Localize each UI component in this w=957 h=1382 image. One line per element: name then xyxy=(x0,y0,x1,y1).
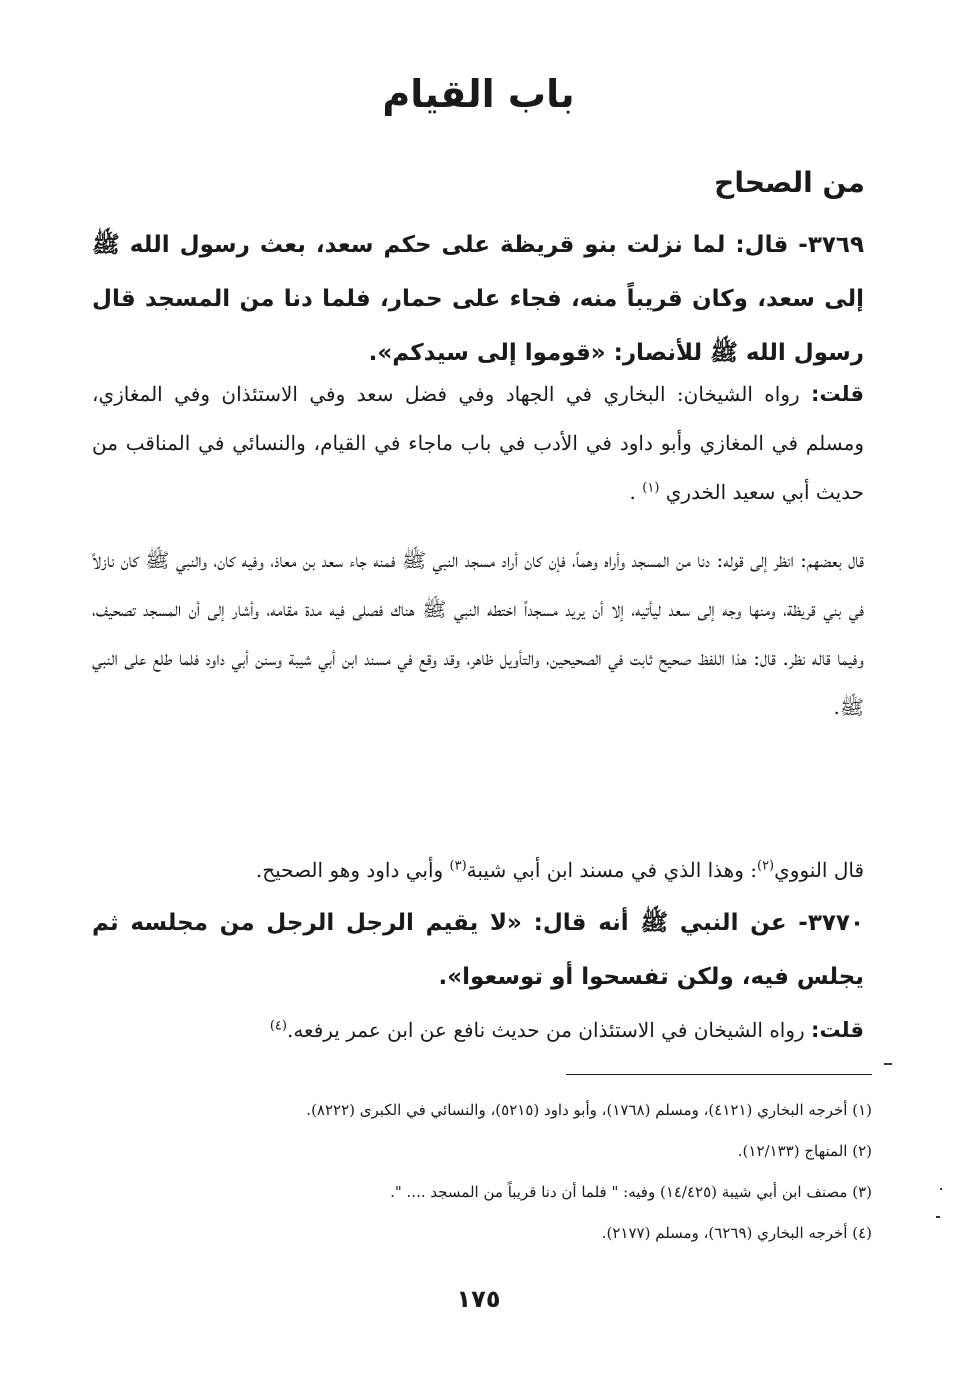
commentary-paragraph-3 xyxy=(92,846,864,895)
footnote-separator xyxy=(566,1074,872,1075)
scan-mark xyxy=(940,1188,942,1190)
nawawi-quote-end: وأبي داود وهو الصحيح. xyxy=(255,858,444,882)
commentary-label: قلت: xyxy=(811,1018,864,1042)
commentary-paragraph-2: قال بعضهم: انظر إلى قوله: دنا من المسجد وأراه وهماً، فإن كان أراد مسجد النبي ﷺ فمنه جاء سعد بن معاذ، وفيه كان، والنبي ﷺ كان نازلاً في بني قريظة، ومنها وجه إلى سعد ليأتيه، إلا أن يريد مسجداً اختطه النبي ﷺ هناك فصلى فيه مدة مقامه، وأشار إلى أن المسجد تصحيف، وفيما قاله نظر. قال: هذا اللفظ صحيح ثابت في الصحيحين، والتأويل ظاهر، وقد وقع في مسند ابن أبي شيبة وسنن أبي داود فلما طلع على النبي ﷺ. xyxy=(92,548,864,719)
nawawi-quote-middle: : وهذا الذي في مسند ابن أبي شيبة xyxy=(466,858,757,882)
hadith-3769: ٣٧٦٩- قال: لما نزلت بنو قريظة على حكم سعد، بعث رسول الله ﷺ إلى سعد، وكان قريباً منه، فجاء على حمار، فلما دنا من المسجد قال رسول الله ﷺ للأنصار: «قوموا إلى سيدكم». xyxy=(92,232,864,366)
footnotes xyxy=(92,1090,872,1254)
commentary-paragraph-1 xyxy=(92,370,864,517)
page-number: ١٧٥ xyxy=(456,1285,501,1313)
hadith-3770: ٣٧٧٠- عن النبي ﷺ أنه قال: «لا يقيم الرجل الرجل من مجلسه ثم يجلس فيه، ولكن تفسحوا أو توسعوا». xyxy=(92,910,864,990)
footnote-3: (٣) مصنف ابن أبي شيبة (١٤/٤٢٥) وفيه: " فلما أن دنا قريباً من المسجد .... ". xyxy=(390,1183,872,1201)
commentary-end: . xyxy=(629,480,636,504)
footnote-ref-3[interactable]: (٣) xyxy=(449,858,467,874)
commentary-text: رواه الشيخان: البخاري في الجهاد وفي فضل سعد وفي الاستئذان وفي المغازي، ومسلم في المغازي وأبو داود في الأدب في باب ماجاء في القيام، والنسائي في المناقب من حديث أبي سعيد الخدري xyxy=(92,382,864,504)
nawawi-quote-start: قال النووي xyxy=(774,858,864,882)
commentary-label: قلت: xyxy=(811,382,864,406)
commentary-text: رواه الشيخان في الاستئذان من حديث نافع عن ابن عمر يرفعه. xyxy=(286,1018,805,1042)
footnote-ref-1[interactable]: (١) xyxy=(642,480,660,496)
scan-mark xyxy=(936,1216,940,1218)
footnote-1: (١) أخرجه البخاري (٤١٢١)، ومسلم (١٧٦٨)، وأبو داود (٥٢١٥)، والنسائي في الكبرى (٨٢٢٢). xyxy=(306,1101,872,1119)
commentary-paragraph-4 xyxy=(92,1006,864,1055)
footnote-ref-2[interactable]: (٢) xyxy=(756,858,775,874)
scan-mark xyxy=(884,1063,892,1065)
footnote-2: (٢) المنهاج (١٢/١٣٣). xyxy=(737,1142,872,1160)
footnote-4: (٤) أخرجه البخاري (٦٢٦٩)، ومسلم (٢١٧٧). xyxy=(601,1224,872,1242)
footnote-ref-4[interactable]: (٤) xyxy=(269,1018,287,1034)
section-heading: من الصحاح xyxy=(714,166,865,199)
chapter-title: باب القيام xyxy=(382,72,575,116)
